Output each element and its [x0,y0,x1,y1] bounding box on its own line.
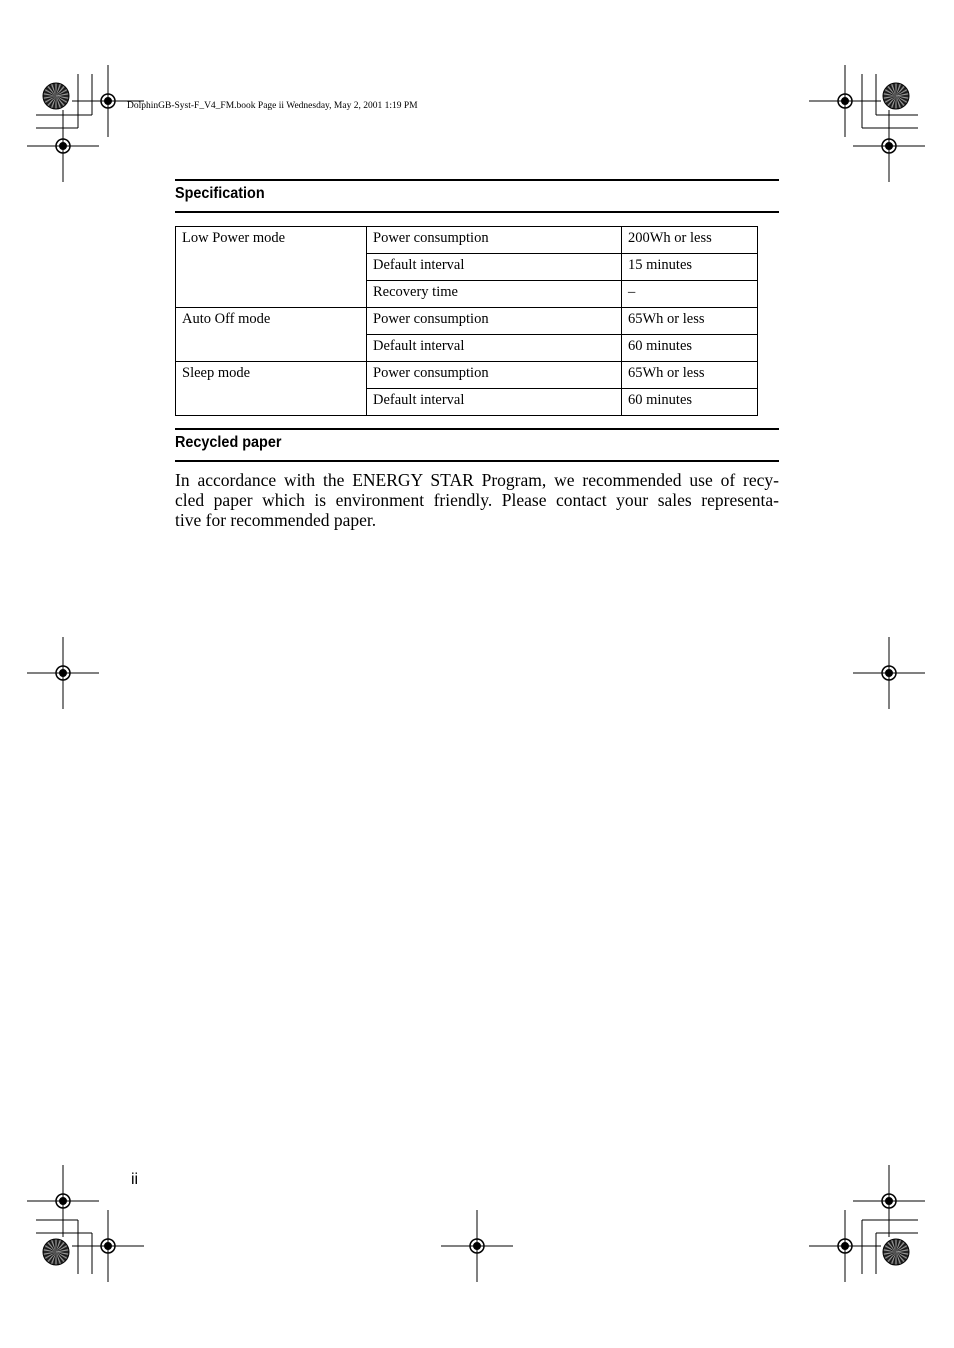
specification-table [175,226,758,416]
registration-crosshair-icon [853,637,925,709]
registration-crosshair-icon [27,110,99,182]
registration-crosshair-icon [853,1165,925,1237]
value-cell: 65Wh or less [622,308,758,335]
value-cell: 60 minutes [622,335,758,362]
mode-cell: Auto Off mode [176,308,367,362]
table-row [176,362,758,389]
section-rule-top [175,428,779,430]
registration-crosshair-icon [809,65,881,137]
paragraph-line: cled paper which is environment friendly. Please contact your sales representa- [175,490,779,510]
recycled-paper-heading: Recycled paper [175,434,282,451]
registration-crosshair-icon [27,637,99,709]
table-row [176,308,758,335]
color-rosette-icon [883,83,909,109]
file-slug: DolphinGB-Syst-F_V4_FM.book Page ii Wednesday, May 2, 2001 1:19 PM [127,101,418,111]
parameter-cell: Default interval [367,389,622,416]
paragraph-line: tive for recommended paper. [175,510,377,530]
parameter-cell: Power consumption [367,308,622,335]
parameter-cell: Default interval [367,335,622,362]
section-rule-bottom [175,211,779,213]
parameter-cell: Recovery time [367,281,622,308]
registration-crosshair-icon [27,1165,99,1237]
section-rule-bottom [175,460,779,462]
color-rosette-icon [43,83,69,109]
value-cell: 60 minutes [622,389,758,416]
value-cell: 15 minutes [622,254,758,281]
mode-cell: Low Power mode [176,227,367,308]
parameter-cell: Power consumption [367,227,622,254]
registration-crosshair-icon [441,1210,513,1282]
color-rosette-icon [883,1239,909,1265]
page-number: ii [131,1171,139,1188]
parameter-cell: Default interval [367,254,622,281]
mode-cell: Sleep mode [176,362,367,416]
section-rule-top [175,179,779,181]
table-row [176,227,758,254]
registration-crosshair-icon [72,1210,144,1282]
parameter-cell: Power consumption [367,362,622,389]
specification-heading: Specification [175,185,265,202]
value-cell: – [622,281,758,308]
paragraph-line: In accordance with the ENERGY STAR Program, we recommended use of recy- [175,470,779,490]
recycled-paper-paragraph [175,470,779,530]
color-rosette-icon [43,1239,69,1265]
value-cell: 65Wh or less [622,362,758,389]
registration-crosshair-icon [853,110,925,182]
registration-crosshair-icon [809,1210,881,1282]
value-cell: 200Wh or less [622,227,758,254]
